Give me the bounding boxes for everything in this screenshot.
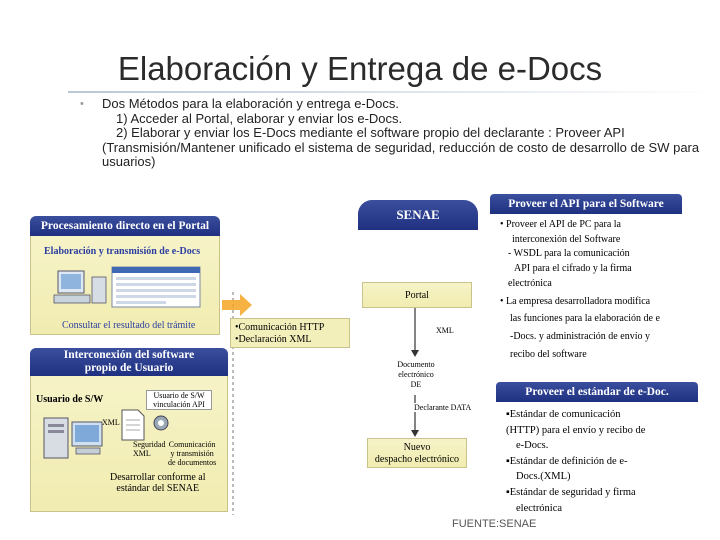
slide-title: Elaboración y Entrega de e-Docs bbox=[117, 50, 603, 87]
communication-line1: Comunicación bbox=[168, 440, 216, 449]
source-footer: FUENTE:SENAE bbox=[452, 518, 537, 530]
intro-line-1: 1) Acceder al Portal, elaborar y enviar los e-Docs. bbox=[116, 110, 403, 126]
develop-standard-label bbox=[110, 472, 206, 494]
sw-link-line1: Usuario de S/W bbox=[153, 391, 205, 400]
electronic-document-node bbox=[392, 360, 440, 390]
intro-line-4: usuarios) bbox=[102, 154, 156, 169]
api-header: Proveer el API para el Software bbox=[490, 194, 682, 214]
intro-line-3: (Transmisión/Mantener unificado el sistema de seguridad, reducción de costo de desarrollo de SW para bbox=[102, 139, 700, 155]
consult-result-label: Consultar el resultado del trámite bbox=[62, 320, 196, 331]
document-icon bbox=[118, 408, 148, 444]
sw-user-label: Usuario de S/W bbox=[36, 394, 104, 405]
interconnect-header bbox=[30, 348, 228, 376]
api-line-3: API para el cifrado y la firma bbox=[514, 263, 632, 275]
interconnect-header-line2: propio de Usuario bbox=[84, 362, 174, 374]
communication-label bbox=[168, 440, 216, 467]
standard-text bbox=[506, 407, 706, 516]
doc-line2: electrónico bbox=[398, 370, 434, 379]
api-line-1: interconexión del Software bbox=[512, 233, 621, 245]
api-line-2: - WSDL para la comunicación bbox=[508, 248, 630, 260]
xml-label-center: XML bbox=[436, 326, 454, 335]
develop-line2: estándar del SENAE bbox=[116, 483, 200, 494]
portal-process-header: Procesamiento directo en el Portal bbox=[30, 216, 220, 236]
standard-header: Proveer el estándar de e-Doc. bbox=[496, 382, 698, 402]
intro-line-2: 2) Elaborar y enviar los E-Docs mediante el software propio del declarante : Proveer API bbox=[116, 125, 625, 140]
api-line-8: recibo del software bbox=[510, 348, 587, 360]
standard-line-0: ▪Estándar de comunicación bbox=[506, 409, 621, 420]
standard-line-5: ▪Estándar de seguridad y firma bbox=[506, 486, 636, 498]
declarant-data-label: Declarante DATA bbox=[414, 403, 472, 412]
standard-line-2: e-Docs. bbox=[516, 440, 549, 452]
api-line-0: • Proveer el API de PC para la bbox=[500, 219, 621, 230]
security-line1: Seguridad bbox=[133, 440, 166, 449]
api-line-7: -Docs. y administración de envío y bbox=[510, 330, 650, 342]
intro-line-0: Dos Métodos para la elaboración y entrega e-Docs. bbox=[102, 96, 399, 111]
nuevo-line2: despacho electrónico bbox=[374, 454, 460, 465]
sw-link-line2: vinculación API bbox=[153, 400, 205, 409]
security-label bbox=[133, 440, 165, 458]
computer-icon bbox=[50, 263, 210, 311]
develop-line1: Desarrollar conforme al bbox=[110, 472, 206, 483]
server-icon bbox=[40, 410, 110, 465]
xml-label-left: XML bbox=[102, 418, 120, 427]
security-line2: XML bbox=[133, 449, 151, 458]
gear-icon bbox=[150, 412, 172, 434]
communication-line3: de documentos bbox=[168, 458, 217, 467]
api-text bbox=[500, 218, 698, 362]
portal-subheader: Elaboración y transmisión de e-Docs bbox=[44, 246, 201, 257]
nuevo-line1: Nuevo bbox=[403, 442, 431, 453]
api-line-6: las funciones para la elaboración de e bbox=[510, 313, 660, 325]
standard-line-6: electrónica bbox=[516, 502, 563, 514]
comm-spec-line1: •Comunicación HTTP bbox=[235, 322, 325, 333]
standard-line-1: (HTTP) para el envío y recibo de bbox=[506, 424, 646, 436]
intro-bullet: • bbox=[80, 98, 84, 110]
sw-link-box bbox=[146, 390, 212, 410]
doc-line3: DE bbox=[410, 380, 422, 389]
interconnect-header-line1: Interconexión del software bbox=[63, 349, 195, 361]
standard-line-3: ▪Estándar de definición de e- bbox=[506, 455, 628, 467]
senae-header: SENAE bbox=[358, 200, 478, 230]
doc-line1: Documento bbox=[397, 360, 435, 369]
standard-line-4: Docs.(XML) bbox=[516, 471, 571, 483]
portal-node: Portal bbox=[362, 282, 472, 308]
communication-line2: y transmisión bbox=[170, 449, 214, 458]
api-line-4: electrónica bbox=[508, 277, 552, 289]
comm-spec-line2: •Declaración XML bbox=[235, 334, 312, 345]
comm-spec-box bbox=[230, 318, 350, 348]
api-line-5: • La empresa desarrolladora modifica bbox=[500, 295, 651, 307]
new-dispatch-node bbox=[367, 438, 467, 468]
